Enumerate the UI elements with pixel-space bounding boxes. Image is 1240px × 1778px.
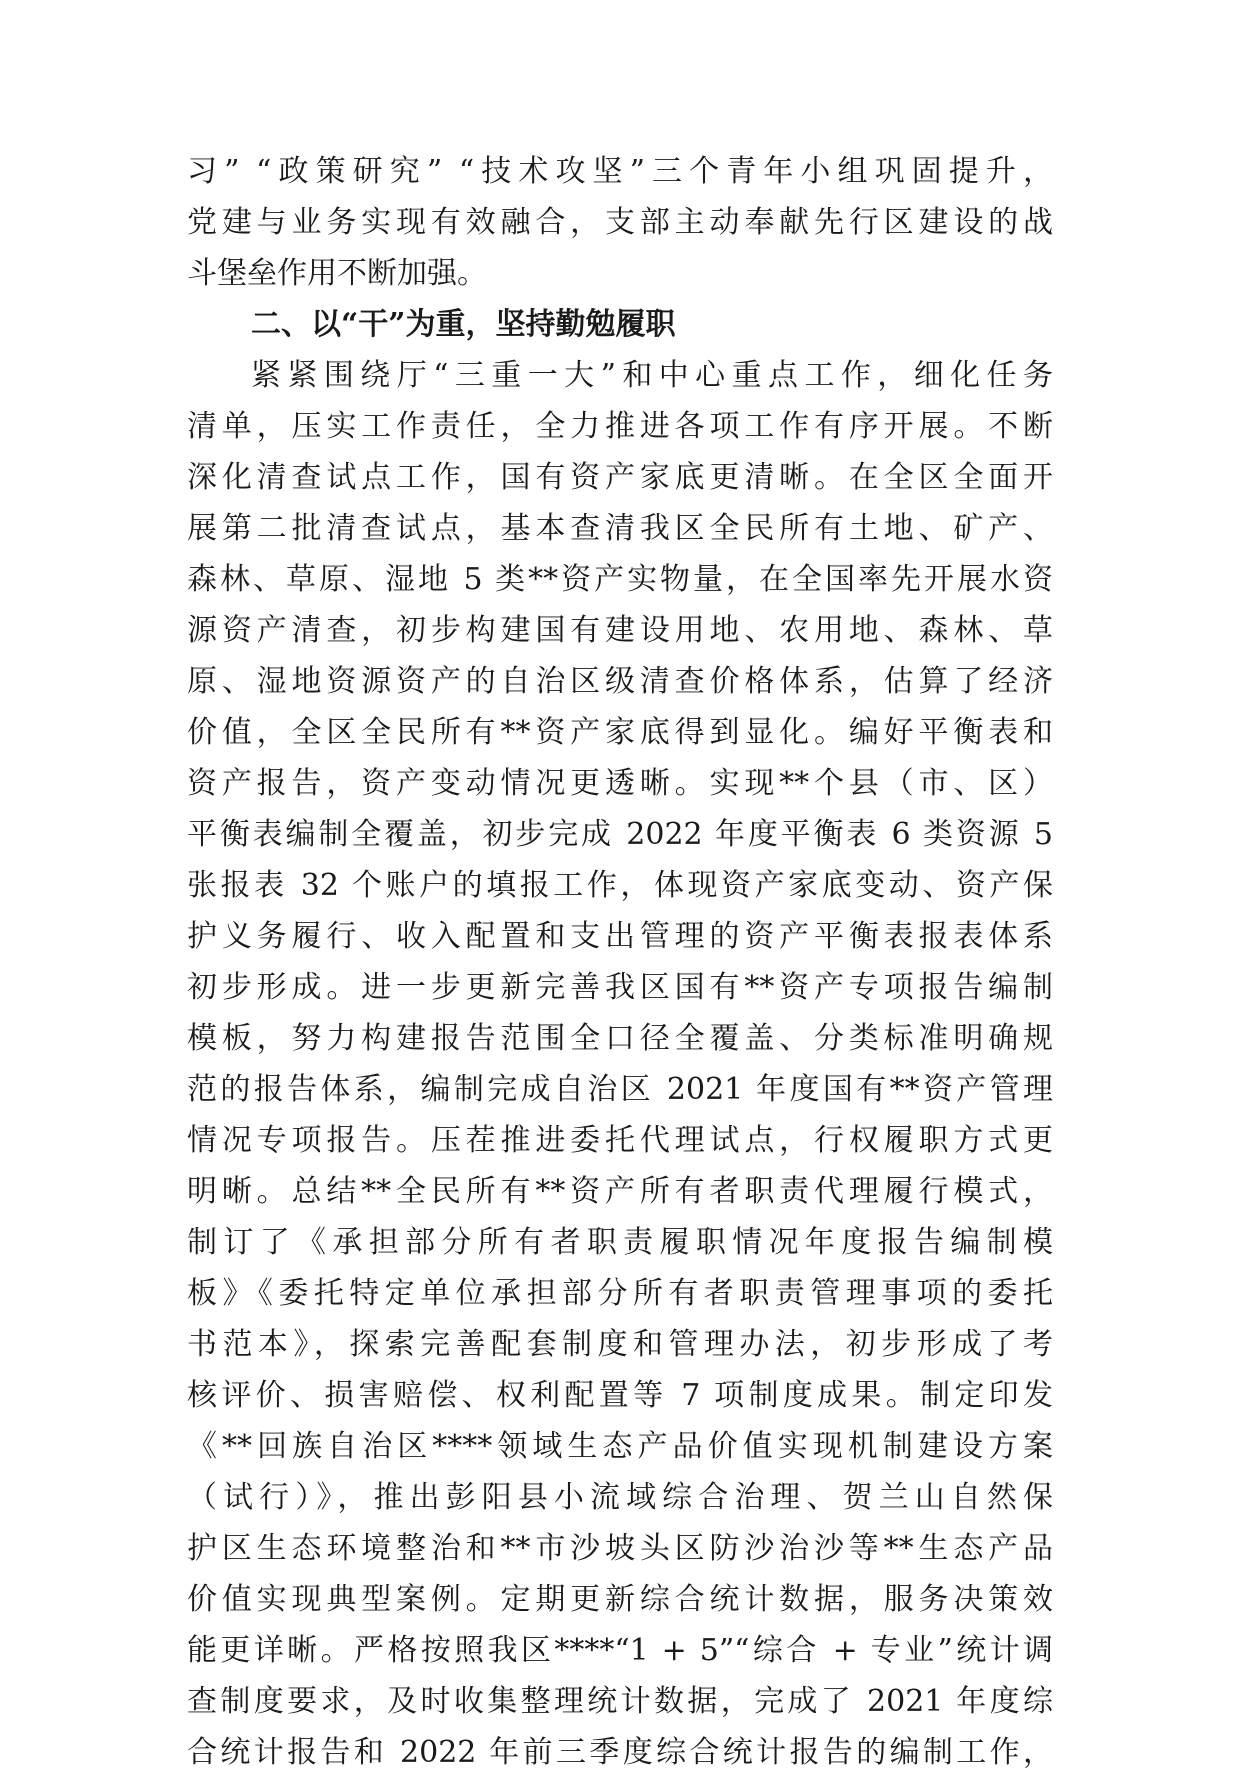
text-line: 合统计报告和 2022 年前三季度综合统计报告的编制工作， [187,1735,1053,1770]
text-line: 习” “政策研究” “技术攻坚”三个青年小组巩固提升， [187,154,1053,189]
body-text [187,146,1053,1778]
text-line: 书范本》，探索完善配套制度和管理办法，初步形成了考 [187,1327,1053,1362]
text-line: 斗堡垒作用不断加强。 [187,256,487,291]
text-line: 源资产清查，初步构建国有建设用地、农用地、森林、草 [187,613,1053,648]
text-line: 模板，努力构建报告范围全口径全覆盖、分类标准明确规 [187,1021,1053,1056]
text-line: 明晰。总结**全民所有**资产所有者职责代理履行模式， [187,1174,1053,1209]
text-line: 板》《委托特定单位承担部分所有者职责管理事项的委托 [187,1276,1053,1311]
text-line: 初步形成。进一步更新完善我区国有**资产专项报告编制 [187,970,1053,1005]
text-line: 护义务履行、收入配置和支出管理的资产平衡表报表体系 [187,919,1053,954]
text-line: 清单，压实工作责任，全力推进各项工作有序开展。不断 [187,409,1053,444]
text-line: 核评价、损害赔偿、权利配置等 7 项制度成果。制定印发 [187,1378,1053,1413]
text-line: 价值实现典型案例。定期更新综合统计数据，服务决策效 [187,1582,1053,1617]
text-line: 价值，全区全民所有**资产家底得到显化。编好平衡表和 [187,715,1053,750]
text-line: 紧紧围绕厅“三重一大”和中心重点工作，细化任务 [251,358,1053,393]
text-line: 党建与业务实现有效融合，支部主动奉献先行区建设的战 [187,205,1053,240]
text-line: 护区生态环境整治和**市沙坡头区防沙治沙等**生态产品 [187,1531,1053,1566]
text-line: 展第二批清查试点，基本查清我区全民所有土地、矿产、 [187,511,1053,546]
text-line: （试行）》，推出彭阳县小流域综合治理、贺兰山自然保 [187,1480,1053,1515]
text-line: 《**回族自治区****领域生态产品价值实现机制建设方案 [187,1429,1053,1464]
section-heading: 二、以“干”为重，坚持勤勉履职 [251,307,676,342]
text-line: 情况专项报告。压茬推进委托代理试点，行权履职方式更 [187,1123,1053,1158]
text-line: 范的报告体系，编制完成自治区 2021 年度国有**资产管理 [187,1072,1053,1107]
text-line: 深化清查试点工作，国有资产家底更清晰。在全区全面开 [187,460,1053,495]
text-line: 资产报告，资产变动情况更透晰。实现**个县（市、区） [187,766,1053,801]
text-line: 制订了《承担部分所有者职责履职情况年度报告编制模 [187,1225,1053,1260]
text-line: 张报表 32 个账户的填报工作，体现资产家底变动、资产保 [187,868,1053,903]
text-line: 查制度要求，及时收集整理统计数据，完成了 2021 年度综 [187,1684,1053,1719]
text-line: 能更详晰。严格按照我区****“1 + 5”“综合 + 专业”统计调 [187,1633,1053,1668]
text-line: 森林、草原、湿地 5 类**资产实物量，在全国率先开展水资 [187,562,1053,597]
text-line: 原、湿地资源资产的自治区级清查价格体系，估算了经济 [187,664,1053,699]
text-line: 平衡表编制全覆盖，初步完成 2022 年度平衡表 6 类资源 5 [187,817,1053,852]
